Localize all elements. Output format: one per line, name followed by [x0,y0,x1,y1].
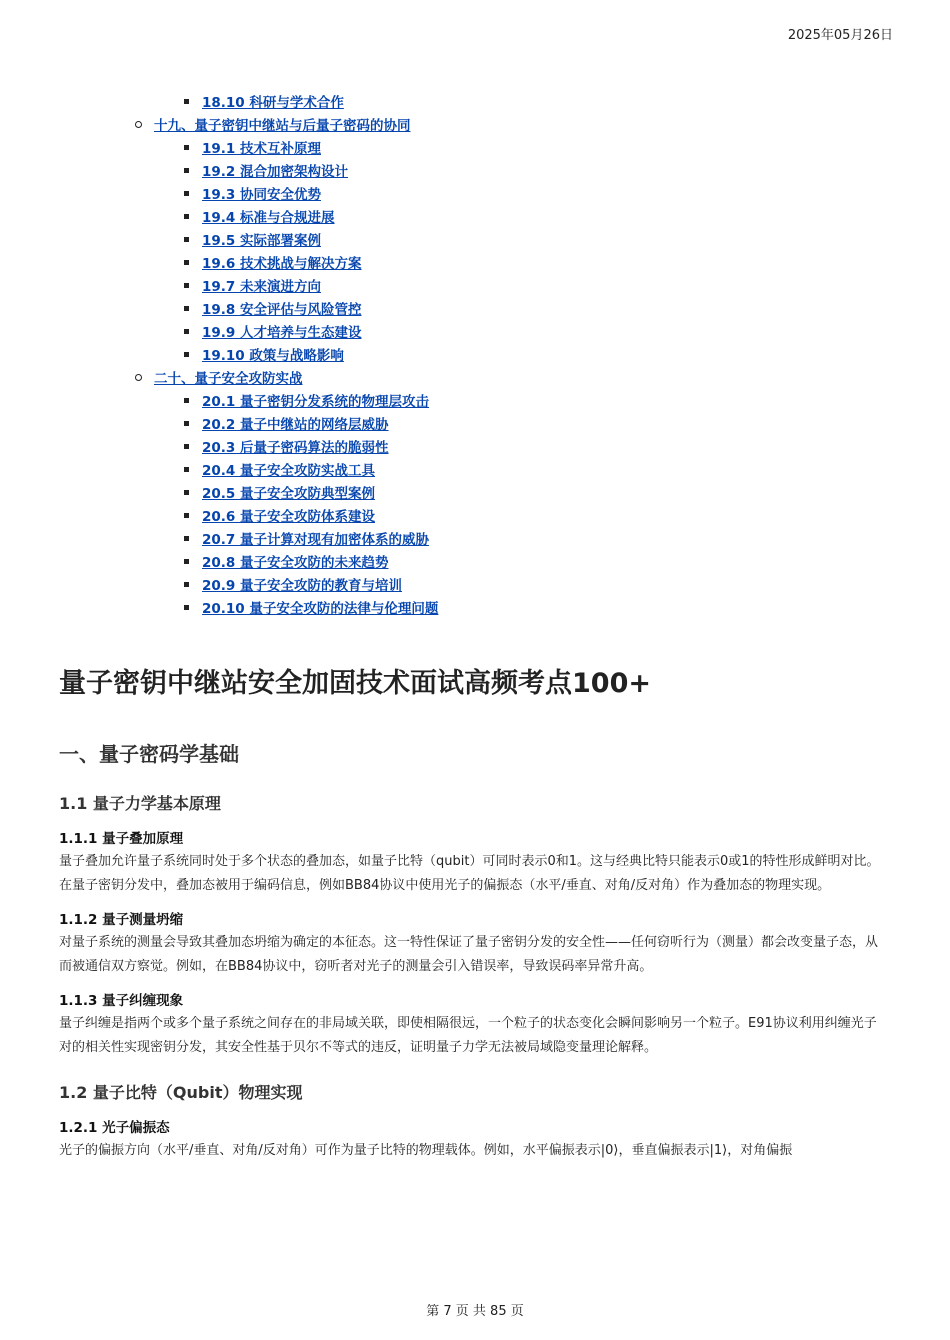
document-body [59,660,889,1163]
table-of-contents [0,90,950,619]
toc-item [0,343,950,366]
toc-link[interactable]: 19.3 协同安全优势 [202,187,322,203]
subsection-heading: 1.2 量子比特（Qubit）物理实现 [59,1083,303,1102]
toc-item [0,481,950,504]
section-heading: 一、量子密码学基础 [59,742,239,766]
toc-item [0,113,950,136]
toc-link[interactable]: 20.6 量子安全攻防体系建设 [202,509,376,525]
print-date: 2025年05月26日 [787,28,893,43]
toc-link[interactable]: 20.7 量子计算对现有加密体系的威胁 [202,532,430,548]
toc-link[interactable]: 19.1 技术互补原理 [202,141,322,157]
toc-link[interactable]: 二十、量子安全攻防实战 [154,371,303,387]
toc-item [0,205,950,228]
toc-link[interactable]: 19.9 人才培养与生态建设 [202,325,362,341]
toc-link[interactable]: 19.8 安全评估与风险管控 [202,302,362,318]
toc-link[interactable]: 20.5 量子安全攻防典型案例 [202,486,376,502]
toc-link[interactable]: 20.3 后量子密码算法的脆弱性 [202,440,389,456]
toc-link[interactable]: 19.7 未来演进方向 [202,279,322,295]
paragraph: 量子纠缠是指两个或多个量子系统之间存在的非局域关联，即使相隔很远，一个粒子的状态变化会瞬间影响另一个粒子。E91协议利用纠缠光子对的相关性实现密钥分发，其安全性基于贝尔不等式的违反，证明量子力学无法被局域隐变量理论解释。 [59,1016,877,1055]
toc-link[interactable]: 19.5 实际部署案例 [202,233,322,249]
page-number: 第 7 页 共 85 页 [426,1304,524,1319]
toc-item [0,458,950,481]
toc-item [0,274,950,297]
toc-link[interactable]: 20.9 量子安全攻防的教育与培训 [202,578,403,594]
toc-item [0,573,950,596]
toc-link[interactable]: 18.10 科研与学术合作 [202,95,344,111]
toc-link[interactable]: 20.1 量子密钥分发系统的物理层攻击 [202,394,430,410]
toc-link[interactable]: 19.2 混合加密架构设计 [202,164,349,180]
toc-item [0,504,950,527]
toc-item [0,90,950,113]
subsection-heading: 1.1 量子力学基本原理 [59,794,221,813]
toc-item [0,228,950,251]
toc-link[interactable]: 20.8 量子安全攻防的未来趋势 [202,555,389,571]
toc-item [0,527,950,550]
toc-item [0,550,950,573]
toc-item [0,596,950,619]
toc-link[interactable]: 19.6 技术挑战与解决方案 [202,256,362,272]
toc-link[interactable]: 19.4 标准与合规进展 [202,210,335,226]
toc-link[interactable]: 20.10 量子安全攻防的法律与伦理问题 [202,601,439,617]
topic-heading: 1.1.2 量子测量坍缩 [59,912,184,928]
toc-link[interactable]: 19.10 政策与战略影响 [202,348,344,364]
toc-item [0,159,950,182]
topic-heading: 1.2.1 光子偏振态 [59,1120,170,1136]
toc-item [0,435,950,458]
paragraph: 量子叠加允许量子系统同时处于多个状态的叠加态，如量子比特（qubit）可同时表示0和1。这与经典比特只能表示0或1的特性形成鲜明对比。在量子密钥分发中，叠加态被用于编码信息，例如BB84协议中使用光子的偏振态（水平/垂直、对角/反对角）作为叠加态的物理实现。 [59,854,880,893]
paragraph: 对量子系统的测量会导致其叠加态坍缩为确定的本征态。这一特性保证了量子密钥分发的安全性——任何窃听行为（测量）都会改变量子态，从而被通信双方察觉。例如，在BB84协议中，窃听者对光子的测量会引入错误率，导致误码率异常升高。 [59,935,879,974]
toc-item [0,412,950,435]
toc-item [0,297,950,320]
topic-heading: 1.1.3 量子纠缠现象 [59,993,184,1009]
paragraph: 光子的偏振方向（水平/垂直、对角/反对角）可作为量子比特的物理载体。例如，水平偏振表示|0⟩，垂直偏振表示|1⟩，对角偏振 [59,1143,793,1158]
toc-item [0,251,950,274]
topic-heading: 1.1.1 量子叠加原理 [59,831,184,847]
toc-item [0,320,950,343]
toc-item [0,366,950,389]
toc-item [0,182,950,205]
toc-item [0,389,950,412]
toc-item [0,136,950,159]
toc-link[interactable]: 十九、量子密钥中继站与后量子密码的协同 [154,118,411,134]
toc-link[interactable]: 20.4 量子安全攻防实战工具 [202,463,376,479]
toc-link[interactable]: 20.2 量子中继站的网络层威胁 [202,417,389,433]
document-title: 量子密钥中继站安全加固技术面试高频考点100+ [59,668,651,699]
